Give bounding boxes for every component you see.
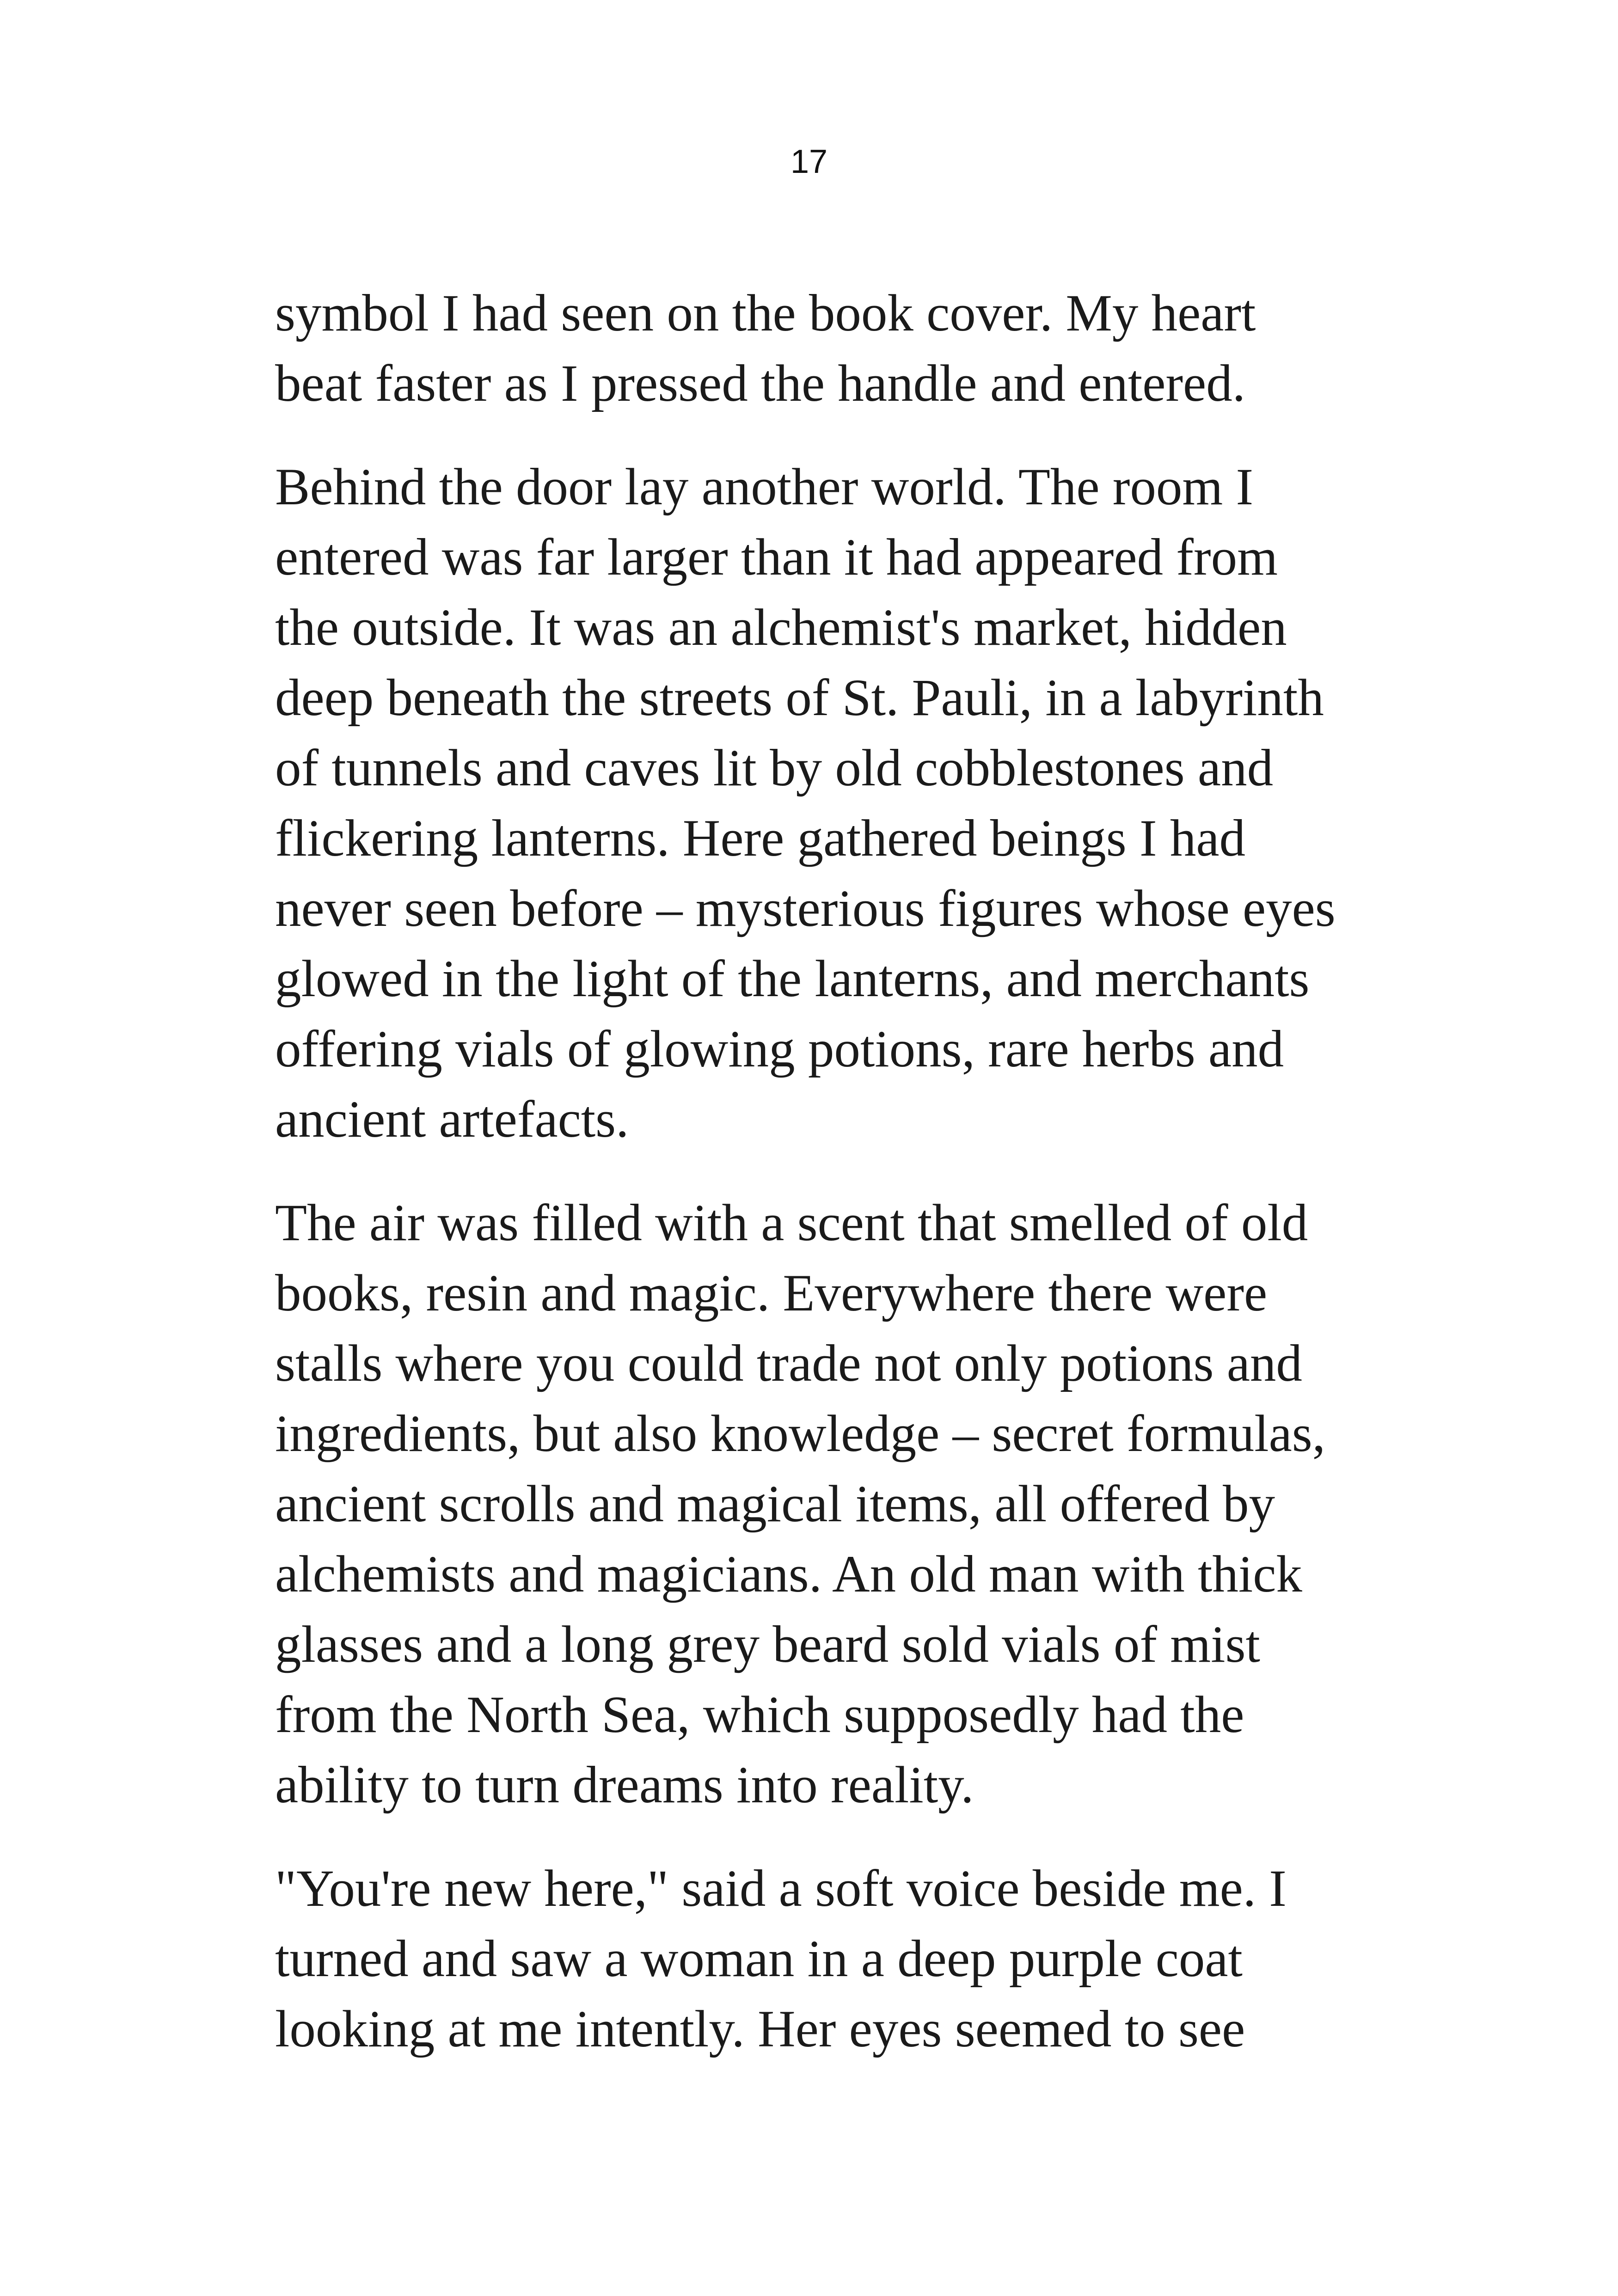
body-text xyxy=(275,278,1352,2098)
text-line: turned and saw a woman in a deep purple coat xyxy=(275,1930,1243,1988)
paragraph xyxy=(275,1854,1352,2064)
text-line: ancient artefacts. xyxy=(275,1090,629,1148)
text-line: glowed in the light of the lanterns, and merchants xyxy=(275,950,1310,1008)
paragraph xyxy=(275,1188,1352,1820)
text-line: alchemists and magicians. An old man with thick xyxy=(275,1545,1302,1603)
text-line: entered was far larger than it had appeared from xyxy=(275,528,1278,586)
text-line: of tunnels and caves lit by old cobblestones and xyxy=(275,739,1274,797)
text-line: the outside. It was an alchemist's market, hidden xyxy=(275,599,1287,656)
text-line: ancient scrolls and magical items, all offered by xyxy=(275,1475,1275,1533)
text-line: offering vials of glowing potions, rare herbs and xyxy=(275,1020,1284,1078)
paragraph xyxy=(275,278,1352,419)
text-line: stalls where you could trade not only potions and xyxy=(275,1335,1302,1392)
text-line: ingredients, but also knowledge – secret formulas, xyxy=(275,1405,1325,1463)
text-line: flickering lanterns. Here gathered beings I had xyxy=(275,809,1246,867)
text-line: looking at me intently. Her eyes seemed to see xyxy=(275,2000,1245,2058)
text-line: deep beneath the streets of St. Pauli, in a labyrinth xyxy=(275,669,1324,727)
text-line: The air was filled with a scent that smelled of old xyxy=(275,1194,1308,1252)
text-line: never seen before – mysterious figures whose eyes xyxy=(275,880,1336,937)
text-line: from the North Sea, which supposedly had the xyxy=(275,1686,1244,1744)
text-line: beat faster as I pressed the handle and entered. xyxy=(275,355,1245,412)
text-line: symbol I had seen on the book cover. My heart xyxy=(275,284,1256,342)
text-line: books, resin and magic. Everywhere there were xyxy=(275,1264,1268,1322)
page-number: 17 xyxy=(790,143,828,180)
text-line: ability to turn dreams into reality. xyxy=(275,1756,974,1814)
paragraph xyxy=(275,452,1352,1155)
text-line: Behind the door lay another world. The room I xyxy=(275,458,1254,516)
text-line: "You're new here," said a soft voice beside me. I xyxy=(275,1860,1287,1917)
text-line: glasses and a long grey beard sold vials of mist xyxy=(275,1616,1260,1673)
